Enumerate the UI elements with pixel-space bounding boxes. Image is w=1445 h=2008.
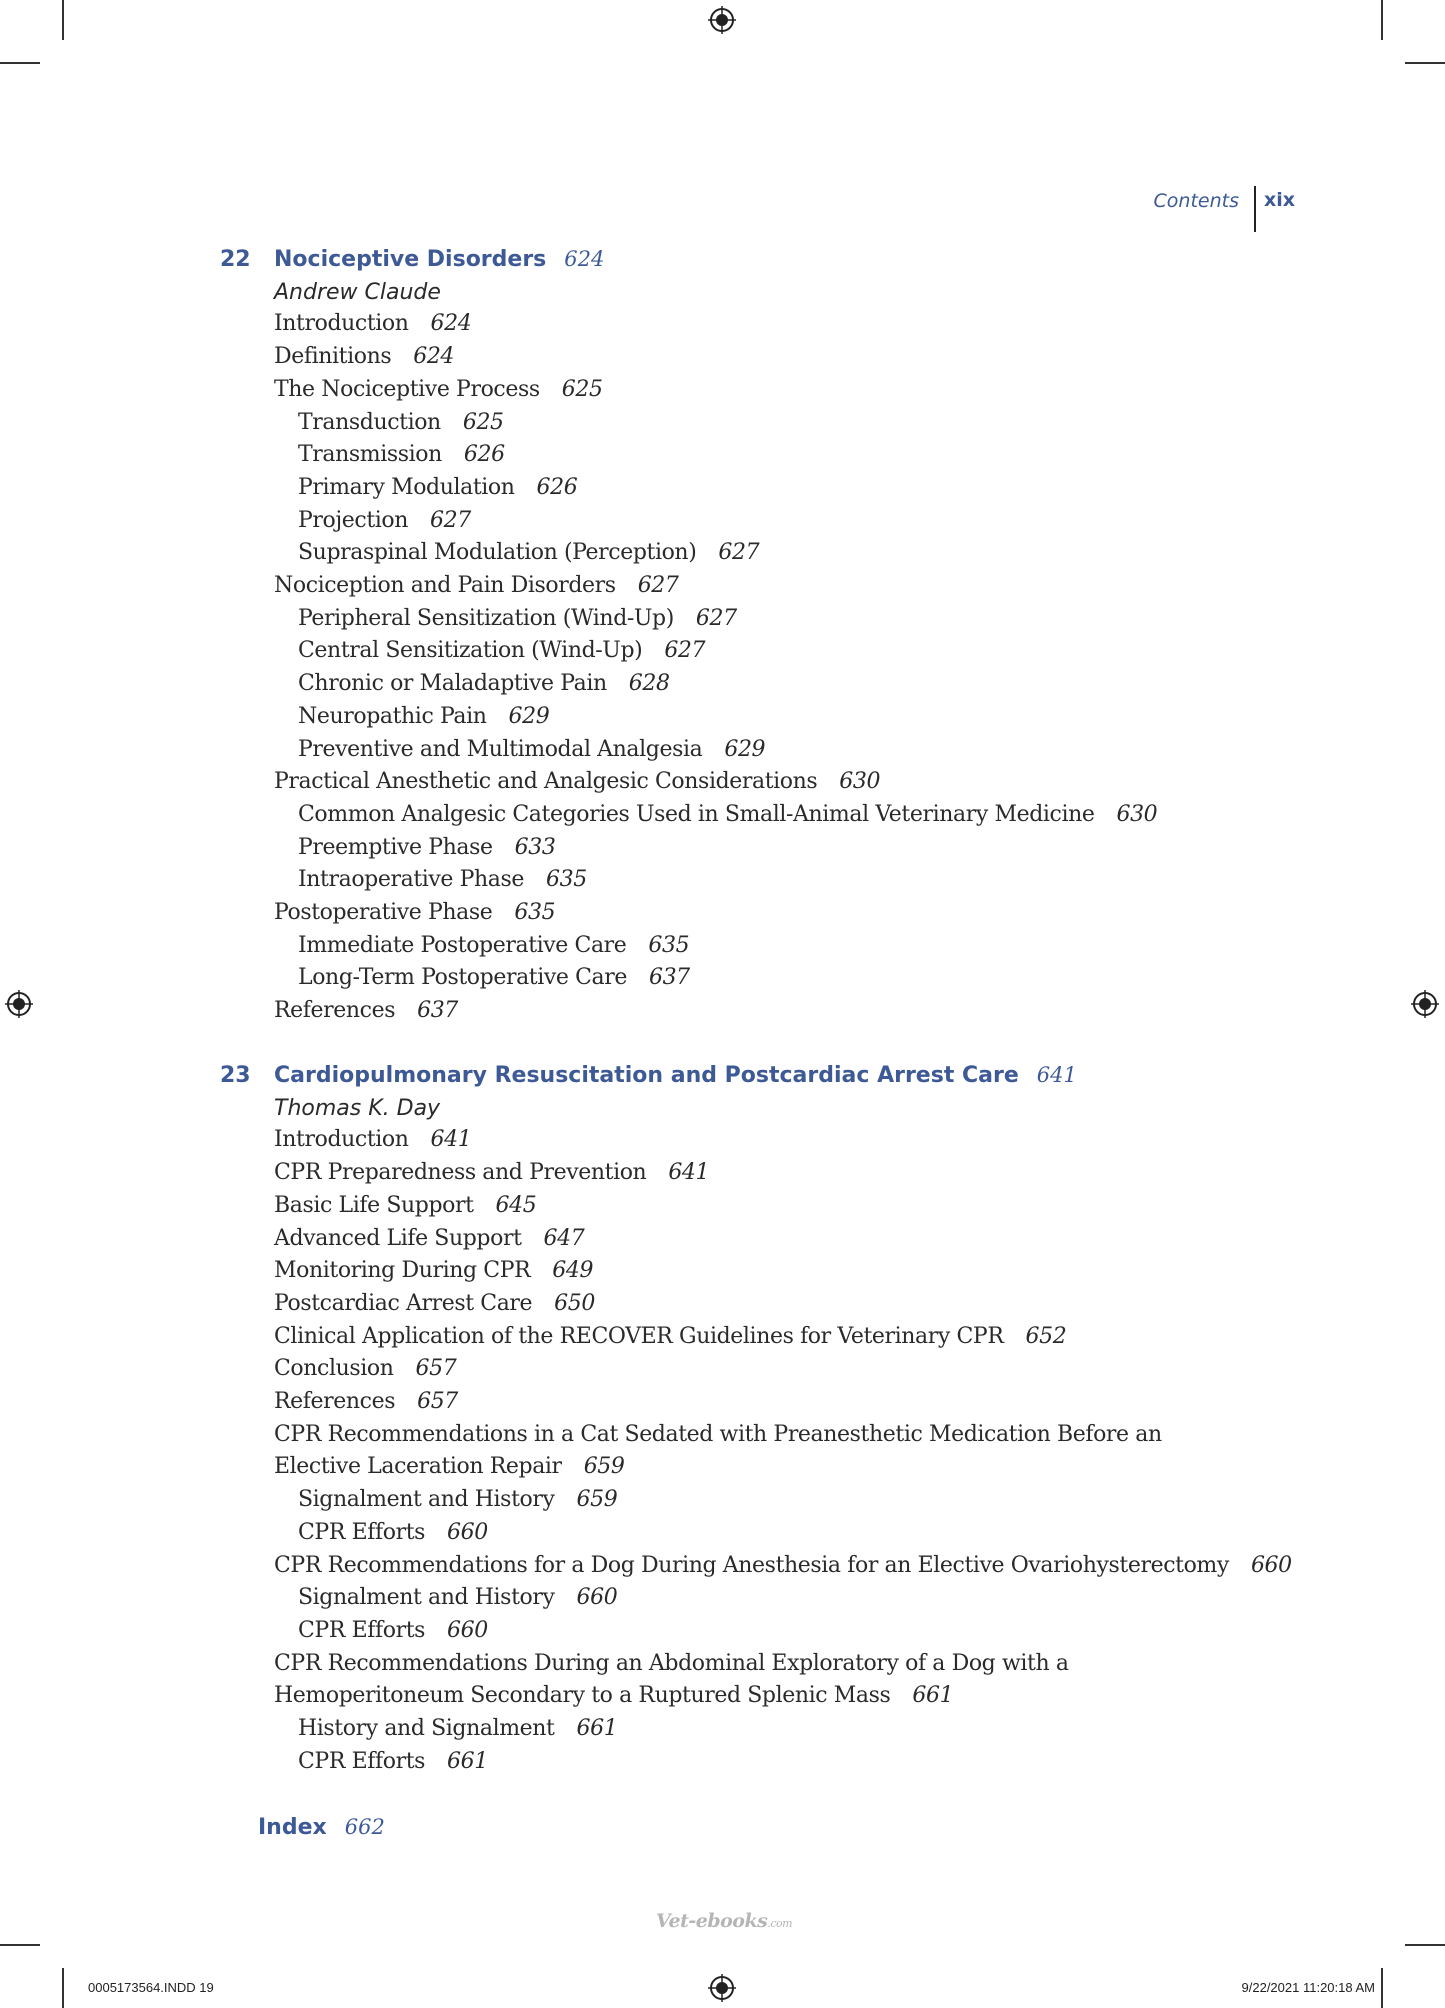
toc-entry[interactable] — [298, 1615, 488, 1647]
toc-entry[interactable] — [274, 1288, 595, 1320]
toc-entry[interactable] — [298, 1582, 617, 1614]
toc-entry-title: Preventive and Multimodal Analgesia — [298, 736, 703, 762]
toc-entry-title: Supraspinal Modulation (Perception) — [298, 540, 697, 566]
toc-entry[interactable] — [274, 570, 678, 602]
toc-entry-page: 626 — [536, 474, 578, 500]
header-divider — [1254, 186, 1256, 232]
toc-entry-title: Intraoperative Phase — [298, 867, 525, 893]
toc-entry-page: 661 — [447, 1748, 488, 1774]
chapter-title-text: Cardiopulmonary Resuscitation and Postcardiac Arrest Care — [274, 1063, 1019, 1088]
toc-entry-page: 629 — [724, 736, 766, 762]
toc-entry-title: Practical Anesthetic and Analgesic Considerations — [274, 769, 818, 795]
toc-entry[interactable] — [298, 864, 587, 896]
toc-entry-title: Postcardiac Arrest Care — [274, 1290, 533, 1316]
toc-entry-page: 661 — [912, 1683, 954, 1709]
registration-mark-icon — [4, 989, 34, 1019]
header-page-number: xix — [1264, 189, 1296, 211]
toc-entry-page: 657 — [415, 1356, 457, 1382]
crop-mark — [62, 0, 64, 40]
toc-entry-title: Immediate Postoperative Care — [298, 932, 627, 958]
toc-entry-title: Transduction — [298, 409, 441, 435]
toc-entry-page: 635 — [648, 932, 690, 958]
toc-entry-title: CPR Recommendations in a Cat Sedated with Preanesthetic Medication Before an — [274, 1421, 1162, 1447]
toc-entry-title: Nociception and Pain Disorders — [274, 573, 616, 598]
toc-entry-title: Chronic or Maladaptive Pain — [298, 671, 607, 697]
toc-entry-title: Introduction — [274, 1127, 409, 1153]
toc-entry[interactable] — [298, 1713, 617, 1745]
toc-entry-page: 660 — [576, 1585, 618, 1611]
toc-entry-title: CPR Recommendations During an Abdominal Exploratory of a Dog with a — [274, 1650, 1069, 1676]
toc-entry[interactable] — [298, 505, 471, 537]
chapter-title[interactable] — [274, 247, 604, 272]
toc-entry-page: 659 — [576, 1487, 618, 1513]
chapter-author: Thomas K. Day — [274, 1095, 441, 1121]
toc-entry-title: CPR Recommendations for a Dog During Anesthesia for an Elective Ovariohysterectomy — [274, 1552, 1229, 1578]
toc-entry-page: 624 — [413, 344, 455, 370]
toc-entry-page: 637 — [648, 965, 690, 991]
toc-entry-title: Postoperative Phase — [274, 900, 493, 925]
toc-entry[interactable] — [274, 341, 454, 373]
toc-entry[interactable] — [298, 635, 705, 667]
toc-entry[interactable] — [298, 472, 577, 504]
crop-mark — [1405, 1944, 1445, 1946]
toc-entry[interactable] — [298, 407, 504, 439]
toc-entry[interactable] — [274, 308, 471, 340]
running-header — [0, 186, 1445, 226]
header-section-title: Contents — [1153, 190, 1239, 212]
toc-entry[interactable] — [298, 799, 1157, 831]
toc-entry-title: Signalment and History — [298, 1585, 555, 1611]
toc-entry[interactable] — [298, 1484, 617, 1516]
toc-entry-page: 645 — [495, 1192, 537, 1218]
toc-entry-title: Transmission — [298, 442, 442, 468]
toc-entry[interactable] — [274, 1353, 456, 1385]
chapter-title-text: Nociceptive Disorders — [274, 247, 547, 272]
toc-entry-page: 629 — [508, 703, 550, 729]
toc-entry[interactable] — [298, 734, 765, 766]
toc-entry-title: Neuropathic Pain — [298, 703, 487, 729]
toc-entry-page: 657 — [417, 1389, 458, 1414]
crop-mark — [0, 62, 40, 64]
slug-timestamp: 9/22/2021 11:20:18 AM — [1241, 1980, 1375, 1995]
toc-entry-title: References — [274, 998, 396, 1024]
crop-mark — [0, 1944, 40, 1946]
toc-entry-page: 659 — [583, 1454, 625, 1480]
toc-entry-title: CPR Efforts — [298, 1617, 426, 1643]
toc-entry[interactable] — [298, 1517, 488, 1549]
toc-entry-page: 627 — [718, 540, 760, 566]
toc-entry-title: Common Analgesic Categories Used in Small-Animal Veterinary Medicine — [298, 801, 1095, 827]
toc-entry-page: 624 — [430, 311, 472, 337]
toc-entry-title: Basic Life Support — [274, 1192, 474, 1218]
registration-mark-icon — [707, 5, 737, 35]
toc-entry-page: 626 — [463, 442, 505, 468]
chapter-page-number: 641 — [1036, 1063, 1077, 1087]
toc-entry-title: Preemptive Phase — [298, 834, 493, 860]
toc-entry-page: 630 — [1116, 801, 1158, 827]
toc-entry[interactable] — [274, 897, 555, 929]
toc-entry-title: CPR Preparedness and Prevention — [274, 1160, 647, 1186]
toc-entry[interactable] — [274, 1321, 1066, 1353]
toc-entry[interactable] — [298, 962, 690, 994]
index-label: Index — [258, 1815, 327, 1840]
chapter-author: Andrew Claude — [274, 279, 441, 305]
toc-entry[interactable] — [298, 832, 555, 864]
toc-entry-page: 625 — [561, 376, 603, 402]
toc-entry-title: Projection — [298, 507, 409, 533]
toc-entry-page: 633 — [514, 834, 556, 860]
toc-entry-page: 661 — [576, 1716, 618, 1741]
toc-entry-title: The Nociceptive Process — [274, 376, 540, 402]
toc-entry-page: 660 — [447, 1617, 488, 1643]
slug-filename: 0005173564.INDD 19 — [88, 1980, 214, 1995]
toc-entry-title: Elective Laceration Repair — [274, 1454, 562, 1480]
toc-entry[interactable] — [274, 995, 458, 1027]
watermark-brand: Vet-ebooks — [656, 1910, 768, 1932]
toc-entry[interactable] — [298, 439, 505, 471]
watermark-logo — [656, 1910, 792, 1932]
toc-entry[interactable] — [298, 668, 670, 700]
toc-entry-title: Introduction — [274, 311, 409, 337]
toc-entry-page: 637 — [417, 998, 458, 1024]
toc-entry-page: 652 — [1025, 1323, 1067, 1349]
toc-entry-title: Advanced Life Support — [274, 1225, 522, 1251]
toc-entry-page: 641 — [668, 1160, 710, 1186]
toc-entry-page: 647 — [543, 1225, 585, 1251]
toc-entry-title: Primary Modulation — [298, 474, 515, 500]
crop-mark — [1381, 1968, 1383, 2008]
crop-mark — [62, 1968, 64, 2008]
crop-mark — [1405, 62, 1445, 64]
toc-entry-title: Peripheral Sensitization (Wind-Up) — [298, 605, 674, 631]
toc-entry[interactable] — [298, 537, 759, 569]
toc-entry-title: Conclusion — [274, 1356, 394, 1382]
toc-entry[interactable] — [274, 1255, 593, 1287]
toc-entry[interactable] — [274, 1419, 1162, 1451]
toc-entry-title: Hemoperitoneum Secondary to a Ruptured Splenic Mass — [274, 1683, 891, 1709]
index-entry[interactable] — [258, 1815, 385, 1840]
toc-entry-page: 625 — [462, 409, 504, 435]
toc-entry-page: 627 — [695, 605, 737, 631]
toc-entry[interactable] — [274, 1190, 536, 1222]
toc-entry[interactable] — [298, 603, 737, 635]
index-page-number: 662 — [344, 1815, 385, 1839]
toc-entry-title: References — [274, 1389, 396, 1414]
registration-mark-icon — [1410, 989, 1440, 1019]
crop-mark — [1381, 0, 1383, 40]
toc-entry-page: 635 — [514, 900, 556, 925]
chapter-page-number: 624 — [564, 247, 605, 271]
toc-entry-title: Long-Term Postoperative Care — [298, 965, 627, 991]
toc-entry-title: Clinical Application of the RECOVER Guidelines for Veterinary CPR — [274, 1323, 1004, 1349]
toc-entry-page: 650 — [554, 1290, 595, 1316]
toc-entry-title: Signalment and History — [298, 1487, 555, 1513]
toc-entry[interactable] — [274, 1648, 1069, 1680]
toc-entry[interactable] — [298, 701, 549, 733]
toc-entry[interactable] — [274, 374, 603, 406]
chapter-number: 23 — [220, 1063, 251, 1088]
toc-entry-page: 660 — [1250, 1552, 1292, 1578]
toc-entry[interactable] — [274, 1124, 471, 1156]
chapter-title[interactable] — [274, 1063, 1077, 1088]
registration-mark-icon — [707, 1973, 737, 2003]
toc-entry-page: 627 — [637, 573, 679, 598]
toc-entry[interactable] — [274, 1550, 1292, 1582]
watermark-suffix: .com — [767, 1917, 793, 1930]
toc-entry-page: 628 — [628, 671, 670, 697]
toc-entry-page: 649 — [552, 1258, 594, 1284]
toc-entry[interactable] — [274, 1386, 458, 1418]
toc-entry-title: Definitions — [274, 344, 392, 370]
toc-entry-page: 641 — [430, 1127, 472, 1153]
toc-entry-title: History and Signalment — [298, 1716, 555, 1741]
toc-entry[interactable] — [274, 1680, 953, 1712]
toc-entry-page: 660 — [447, 1519, 488, 1545]
toc-entry-title: CPR Efforts — [298, 1748, 426, 1774]
toc-entry[interactable] — [298, 1746, 488, 1778]
toc-entry-page: 627 — [664, 638, 706, 664]
toc-entry-title: Central Sensitization (Wind-Up) — [298, 638, 643, 664]
toc-entry[interactable] — [274, 1223, 584, 1255]
toc-entry-title: CPR Efforts — [298, 1519, 426, 1545]
toc-entry[interactable] — [298, 930, 689, 962]
toc-entry-page: 635 — [546, 867, 587, 893]
toc-entry-page: 627 — [430, 507, 471, 533]
chapter-number: 22 — [220, 247, 251, 272]
toc-entry-page: 630 — [839, 769, 881, 795]
toc-entry[interactable] — [274, 766, 880, 798]
toc-entry[interactable] — [274, 1157, 709, 1189]
toc-entry[interactable] — [274, 1451, 624, 1483]
toc-entry-title: Monitoring During CPR — [274, 1258, 531, 1284]
